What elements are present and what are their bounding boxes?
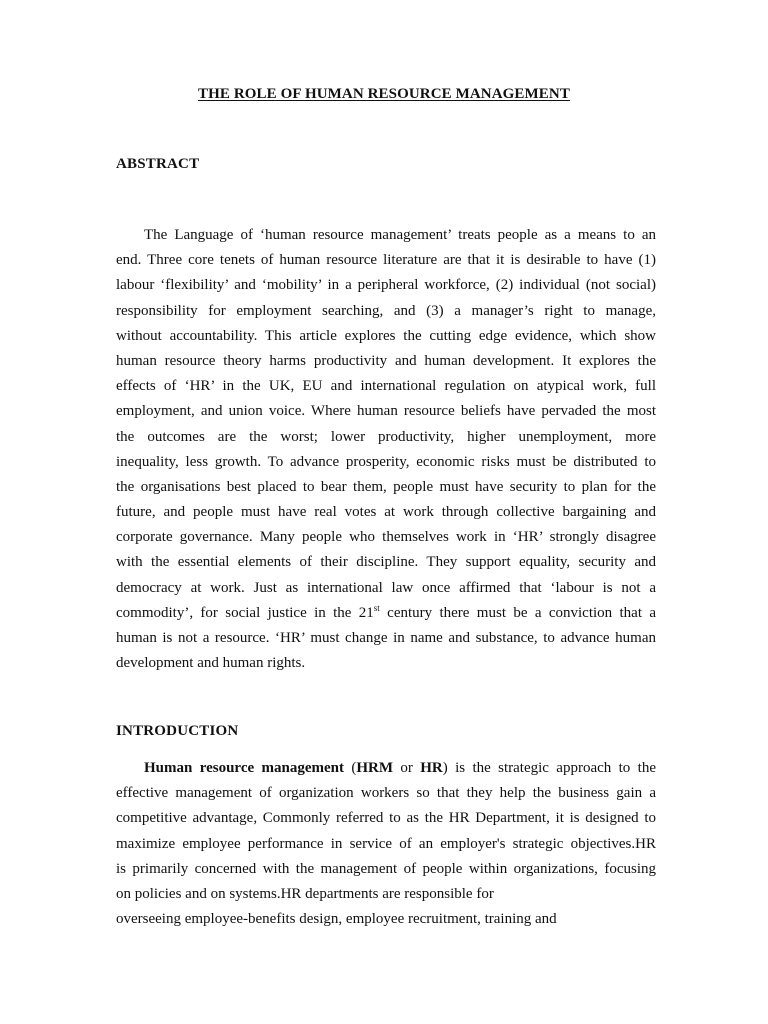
abstract-line-with-superscript [116,601,656,626]
abstract-line: The Language of ‘human resource management’ treats people as a means to an [144,227,656,243]
abstract-line-part: commodity’, for social justice in the 21 [116,604,374,621]
abstract-line: labour ‘flexibility’ and ‘mobility’ in a peripheral workforce, (2) individual (not social) [116,277,656,294]
abstract-line: responsibility for employment searching, and (3) a manager’s right to manage, [116,302,656,319]
text-run: ( [343,760,357,776]
bold-abbreviation: HR [420,760,443,776]
abstract-line: the outcomes are the worst; lower productivity, higher unemployment, more [116,428,656,445]
abstract-line: without accountability. This article explores the cutting edge evidence, which show [116,327,656,344]
introduction-paragraph [116,756,656,932]
introduction-line: effective management of organization workers so that they help the business gain a [116,785,656,802]
introduction-first-line [116,756,656,781]
abstract-line: future, and people must have real votes at work through collective bargaining and [116,504,656,521]
abstract-line: the organisations best placed to bear them, people must have security to plan for the [116,478,656,495]
abstract-paragraph [116,223,656,676]
ordinal-superscript: st [373,602,380,613]
abstract-line: with the essential elements of their discipline. They support equality, security and [116,554,656,571]
abstract-line: corporate governance. Many people who themselves work in ‘HR’ strongly disagree [116,529,656,546]
abstract-line: democracy at work. Just as international law once affirmed that ‘labour is not a [116,579,656,596]
abstract-line: end. Three core tenets of human resource literature are that it is desirable to have (1) [116,252,656,269]
introduction-line: on policies and on systems.HR departments are responsible for [116,885,494,902]
abstract-heading: ABSTRACT [116,156,200,172]
introduction-heading: INTRODUCTION [116,723,239,739]
bold-abbreviation: HRM [356,760,394,776]
bold-term: Human resource management [144,760,344,776]
abstract-last-line: development and human rights. [116,655,306,672]
text-run: ) is the strategic approach to the [442,760,656,776]
introduction-line: competitive advantage, Commonly referred to as the HR Department, it is designed to [116,810,656,827]
abstract-line-part: century there must be a conviction that a [379,604,657,621]
abstract-line: human resource theory harms productivity and human development. It explores the [116,352,656,369]
abstract-line: inequality, less growth. To advance prosperity, economic risks must be distributed to [116,453,656,470]
introduction-line: overseeing employee-benefits design, employee recruitment, training and [116,911,557,928]
abstract-line: human is not a resource. ‘HR’ must change in name and substance, to advance human [116,630,656,646]
document-title: THE ROLE OF HUMAN RESOURCE MANAGEMENT [198,86,570,102]
abstract-line: effects of ‘HR’ in the UK, EU and international regulation on atypical work, full [116,378,656,395]
text-run: or [393,760,421,776]
abstract-line: employment, and union voice. Where human resource beliefs have pervaded the most [116,403,656,420]
introduction-line: maximize employee performance in service of an employer's strategic objectives.HR [116,835,656,852]
introduction-line: is primarily concerned with the management of people within organizations, focusing [116,860,656,877]
